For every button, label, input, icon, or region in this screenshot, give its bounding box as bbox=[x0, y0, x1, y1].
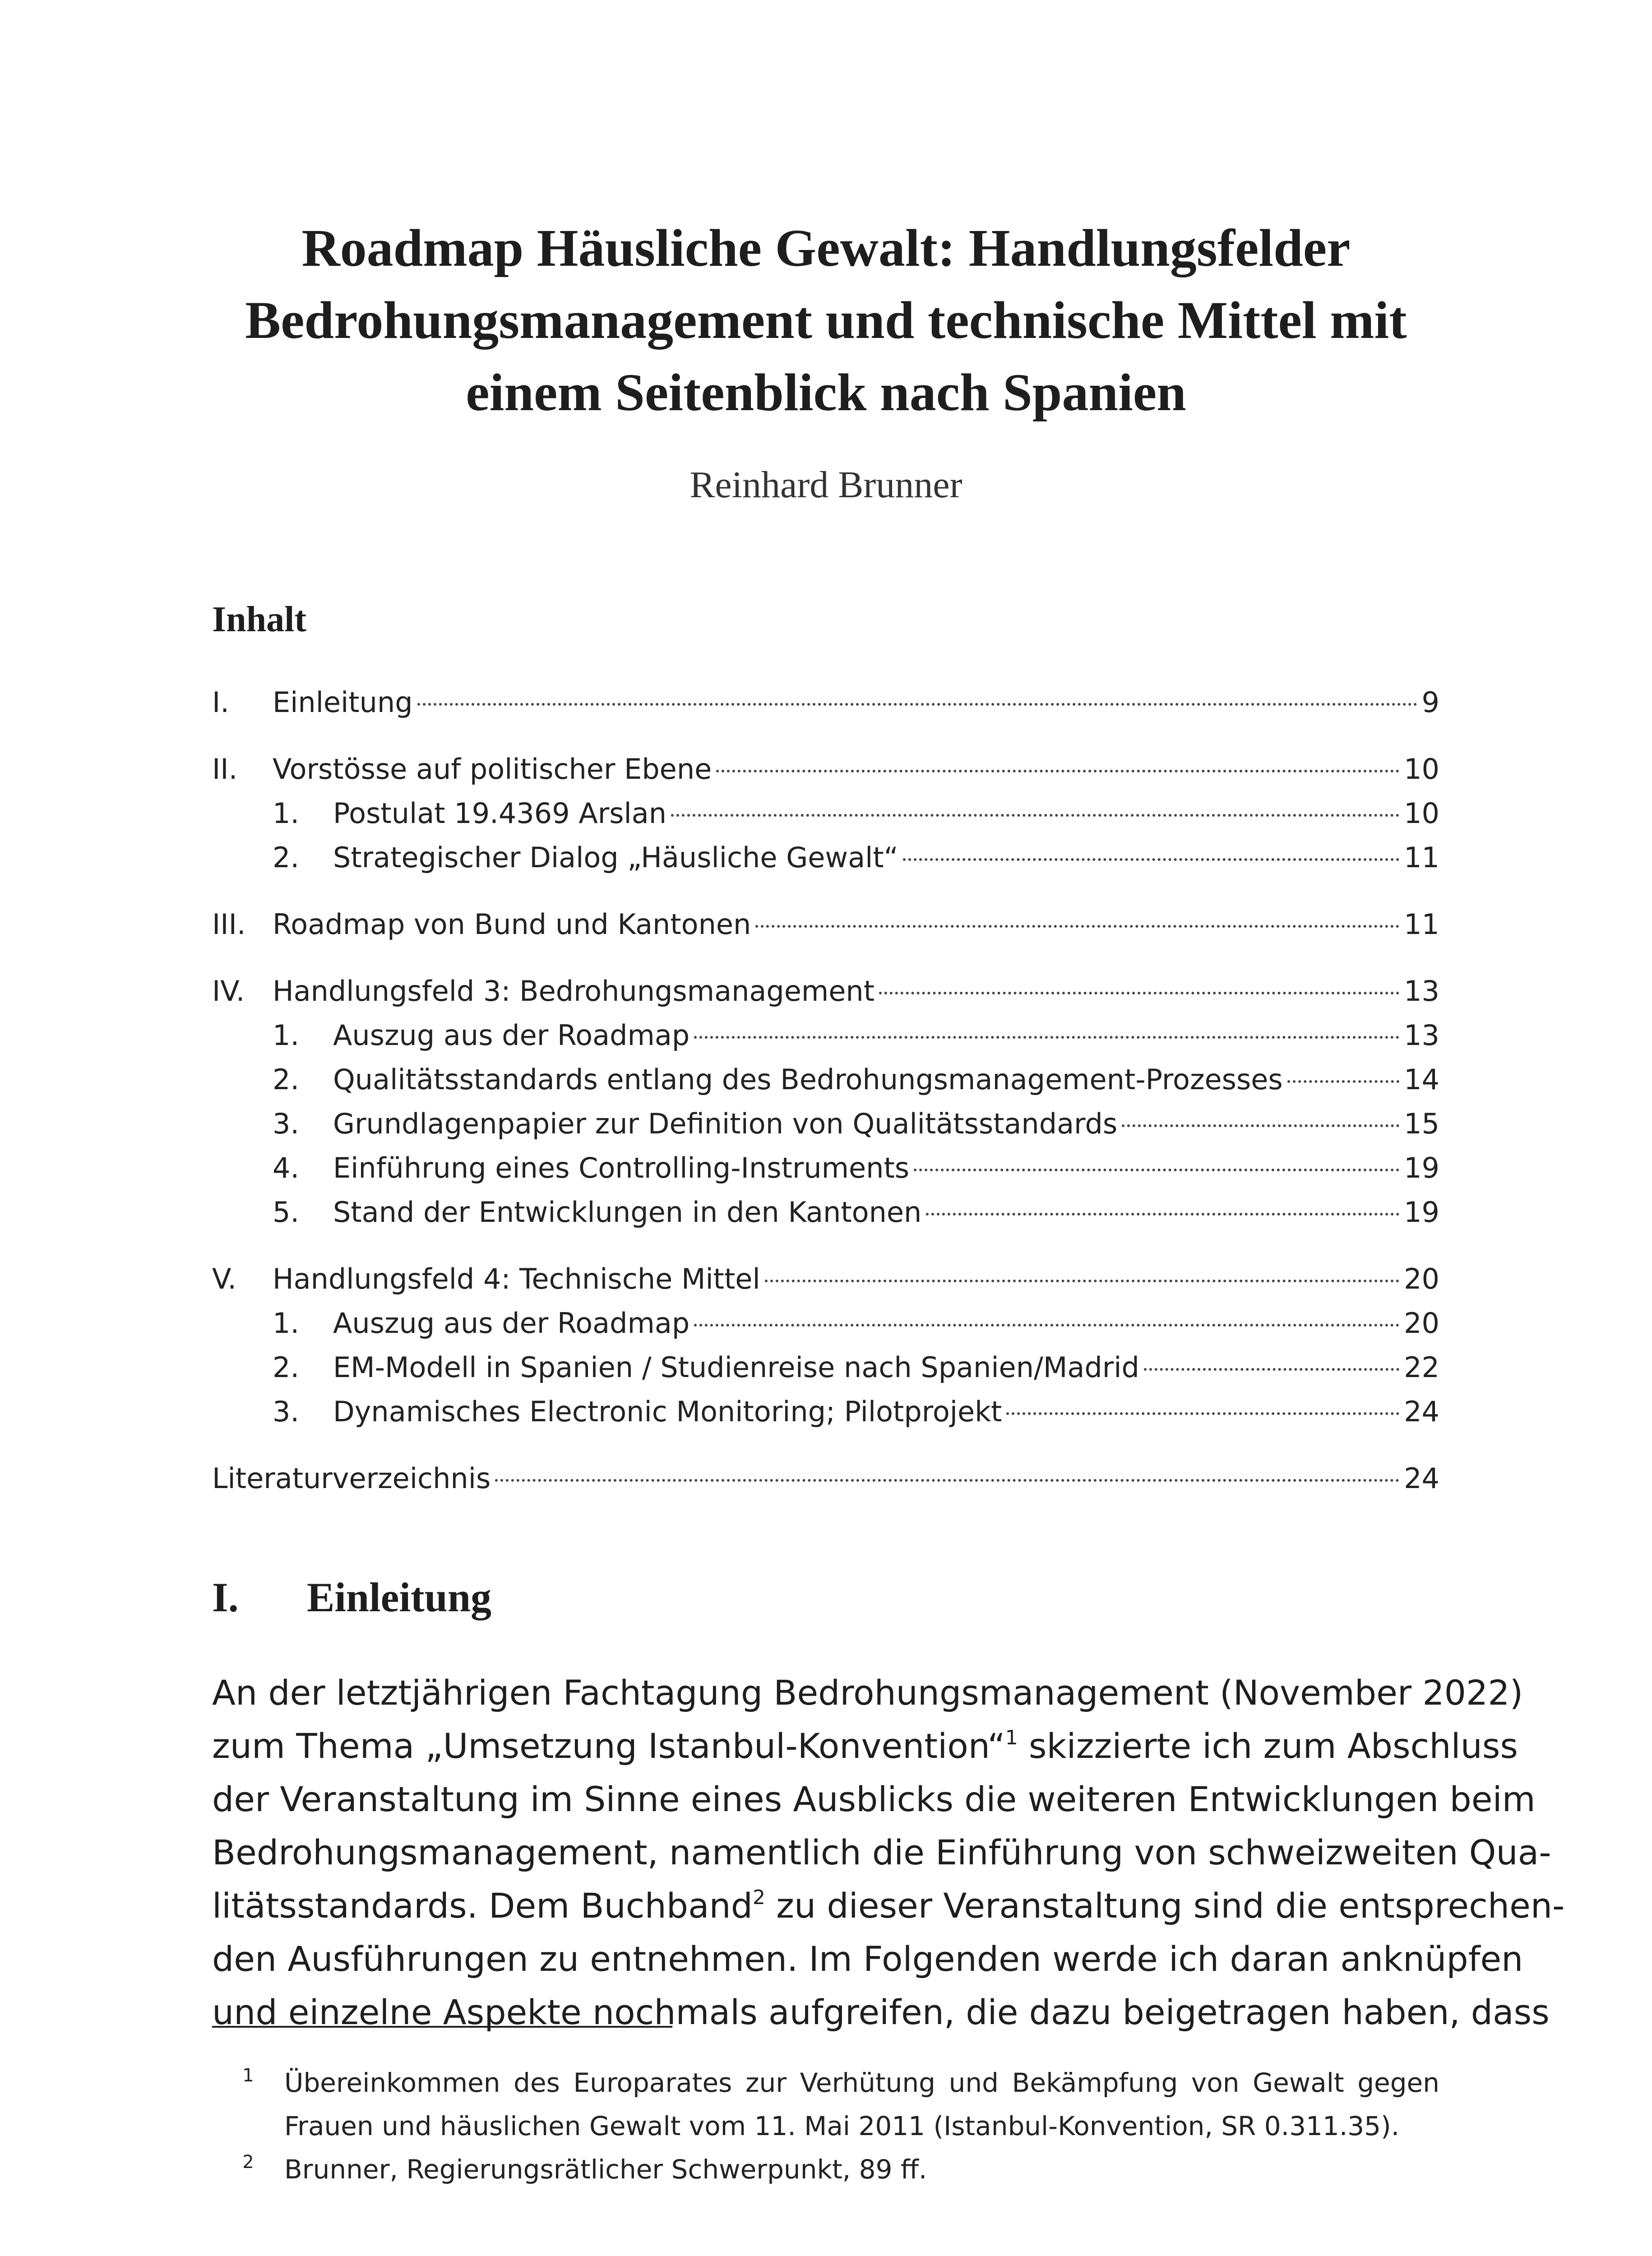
toc-entry-label: Vorstösse auf politischer Ebene bbox=[273, 753, 712, 786]
toc-entry-page: 22 bbox=[1404, 1351, 1439, 1384]
body-text-segment: litätsstandards. Dem Buchband bbox=[212, 1886, 753, 1926]
toc-entry[interactable] bbox=[212, 747, 1439, 791]
toc-entry-number: III. bbox=[212, 908, 246, 941]
page-number bbox=[1408, 2251, 1439, 2256]
toc-entry-page: 14 bbox=[1404, 1063, 1439, 1096]
toc-entry-page: 13 bbox=[1404, 1019, 1439, 1052]
toc-entry-label: Grundlagenpapier zur Definition von Qualitätsstandards bbox=[333, 1107, 1118, 1140]
toc-subentry[interactable] bbox=[273, 1146, 1439, 1190]
toc-entry-number: IV. bbox=[212, 975, 245, 1008]
body-text-segment: zu dieser Veranstaltung sind die entsprechen- bbox=[765, 1886, 1565, 1926]
toc-entry-number: 1. bbox=[273, 1307, 300, 1340]
toc-entry-page: 24 bbox=[1404, 1395, 1439, 1428]
toc-dot-leader bbox=[694, 1036, 1399, 1039]
footnote-text bbox=[284, 2148, 1439, 2191]
toc-entry-label: Dynamisches Electronic Monitoring; Pilotprojekt bbox=[333, 1395, 1002, 1428]
toc-entry-label: Auszug aus der Roadmap bbox=[333, 1019, 690, 1052]
toc-subentry[interactable] bbox=[273, 1190, 1439, 1234]
body-line: und einzelne Aspekte nochmals aufgreifen, die dazu beigetragen haben, dass bbox=[212, 1992, 1550, 2032]
toc-dot-leader bbox=[1287, 1080, 1399, 1083]
toc-entry-label: EM-Modell in Spanien / Studienreise nach Spanien/Madrid bbox=[333, 1351, 1139, 1384]
toc-dot-leader bbox=[903, 858, 1399, 861]
body-line: An der letztjährigen Fachtagung Bedrohungsmanagement (November 2022) bbox=[212, 1673, 1523, 1713]
toc-entry[interactable] bbox=[212, 969, 1439, 1013]
toc-entry-number: 1. bbox=[273, 1019, 300, 1052]
toc-entry-label: Literaturverzeichnis bbox=[212, 1462, 491, 1495]
footnote-ref[interactable]: 1 bbox=[1005, 1726, 1018, 1749]
footnote-number: 2 bbox=[242, 2152, 254, 2173]
toc-entry-page: 10 bbox=[1404, 753, 1439, 786]
author-name: Reinhard Brunner bbox=[689, 464, 963, 506]
toc-dot-leader bbox=[914, 1169, 1399, 1171]
toc-dot-leader bbox=[1144, 1368, 1399, 1371]
toc-entry-page: 13 bbox=[1404, 975, 1439, 1008]
toc-entry-number: V. bbox=[212, 1262, 237, 1295]
body-line: den Ausführungen zu entnehmen. Im Folgenden werde ich daran anknüpfen bbox=[212, 1939, 1523, 1979]
toc-dot-leader bbox=[716, 770, 1399, 772]
toc-entry-number: I. bbox=[212, 686, 229, 719]
body-text-segment: zum Thema „Umsetzung Istanbul-Konvention“ bbox=[212, 1726, 1005, 1766]
toc-dot-leader bbox=[694, 1324, 1399, 1327]
toc-dot-leader bbox=[926, 1213, 1399, 1216]
footnote-text bbox=[284, 2061, 1439, 2148]
footnote-line: Frauen und häuslichen Gewalt vom 11. Mai 2011 (Istanbul-Konvention, SR 0.311.35). bbox=[284, 2111, 1400, 2141]
section-heading bbox=[212, 1568, 491, 1627]
toc-entry-number: 3. bbox=[273, 1395, 300, 1428]
toc-entry-page: 20 bbox=[1404, 1262, 1439, 1295]
toc-entry[interactable] bbox=[212, 902, 1439, 947]
body-line bbox=[212, 1720, 1518, 1773]
toc-entry-label: Stand der Entwicklungen in den Kantonen bbox=[333, 1196, 922, 1229]
toc-entry-label: Auszug aus der Roadmap bbox=[333, 1307, 690, 1340]
footnote-line: Übereinkommen des Europarates zur Verhütung und Bekämpfung von Gewalt gegen bbox=[284, 2067, 1439, 2098]
section-title: Einleitung bbox=[307, 1574, 492, 1620]
footnote-number: 1 bbox=[242, 2065, 254, 2086]
toc-entry-number: 1. bbox=[273, 797, 300, 830]
toc-entry-page: 10 bbox=[1404, 797, 1439, 830]
paper-title bbox=[0, 212, 1652, 429]
title-line: einem Seitenblick nach Spanien bbox=[466, 363, 1186, 422]
toc-entry-page: 19 bbox=[1404, 1196, 1439, 1229]
section-number: I. bbox=[212, 1574, 239, 1620]
toc-entry-number: 5. bbox=[273, 1196, 300, 1229]
toc-entry[interactable] bbox=[212, 1456, 1439, 1501]
toc-dot-leader bbox=[417, 703, 1417, 706]
toc-entry-number: 4. bbox=[273, 1151, 300, 1184]
toc-entry-label: Handlungsfeld 4: Technische Mittel bbox=[273, 1262, 760, 1295]
toc-entry-number: 2. bbox=[273, 841, 300, 874]
toc-entry-number: II. bbox=[212, 753, 238, 786]
toc-entry-page: 11 bbox=[1404, 841, 1439, 874]
toc-dot-leader bbox=[755, 925, 1399, 928]
toc-entry-page: 20 bbox=[1404, 1307, 1439, 1340]
toc-subentry[interactable] bbox=[273, 791, 1439, 836]
title-line: Roadmap Häusliche Gewalt: Handlungsfelder bbox=[301, 218, 1351, 277]
toc-entry-page: 11 bbox=[1404, 908, 1439, 941]
toc-subentry[interactable] bbox=[273, 836, 1439, 880]
footnote bbox=[212, 2061, 1439, 2148]
body-line: der Veranstaltung im Sinne eines Ausblicks die weiteren Entwicklungen beim bbox=[212, 1779, 1536, 1819]
toc-dot-leader bbox=[879, 992, 1399, 994]
toc-dot-leader bbox=[1006, 1412, 1399, 1415]
footnotes bbox=[212, 2061, 1439, 2191]
toc-subentry[interactable] bbox=[273, 1345, 1439, 1390]
footnote bbox=[212, 2148, 1439, 2191]
title-line: Bedrohungsmanagement und technische Mittel mit bbox=[245, 291, 1407, 350]
footnote-divider bbox=[212, 2026, 672, 2028]
toc-entry-label: Einführung eines Controlling-Instruments bbox=[333, 1151, 910, 1184]
toc-subentry[interactable] bbox=[273, 1058, 1439, 1102]
toc-dot-leader bbox=[765, 1280, 1399, 1282]
body-paragraph bbox=[212, 1666, 1565, 2039]
toc-dot-leader bbox=[495, 1479, 1399, 1482]
footnote-ref[interactable]: 2 bbox=[752, 1886, 765, 1909]
toc-entry-number: 2. bbox=[273, 1063, 300, 1096]
footnote-line: Brunner, Regierungsrätlicher Schwerpunkt, 89 ff. bbox=[284, 2154, 927, 2185]
toc-entry-page: 19 bbox=[1404, 1151, 1439, 1184]
toc-subentry[interactable] bbox=[273, 1102, 1439, 1146]
toc-entry-page: 9 bbox=[1421, 686, 1439, 719]
toc-entry[interactable] bbox=[212, 1257, 1439, 1301]
toc-entry-number: 2. bbox=[273, 1351, 300, 1384]
body-text-segment: skizzierte ich zum Abschluss bbox=[1018, 1726, 1518, 1766]
toc-subentry[interactable] bbox=[273, 1301, 1439, 1345]
toc-entry-label: Qualitätsstandards entlang des Bedrohungsmanagement-Prozesses bbox=[333, 1063, 1283, 1096]
toc-entry-label: Postulat 19.4369 Arslan bbox=[333, 797, 667, 830]
toc-dot-leader bbox=[671, 814, 1399, 817]
toc-entry-page: 15 bbox=[1404, 1107, 1439, 1140]
table-of-contents bbox=[212, 680, 1439, 1501]
body-line: Bedrohungsmanagement, namentlich die Einführung von schweizweiten Qua- bbox=[212, 1832, 1551, 1872]
toc-entry-label: Handlungsfeld 3: Bedrohungsmanagement bbox=[273, 975, 875, 1008]
toc-entry-label: Roadmap von Bund und Kantonen bbox=[273, 908, 751, 941]
toc-entry-page: 24 bbox=[1404, 1462, 1439, 1495]
toc-entry-number: 3. bbox=[273, 1107, 300, 1140]
toc-heading: Inhalt bbox=[212, 600, 306, 639]
toc-entry-label: Strategischer Dialog „Häusliche Gewalt“ bbox=[333, 841, 898, 874]
toc-entry-label: Einleitung bbox=[273, 686, 413, 719]
toc-subentry[interactable] bbox=[273, 1013, 1439, 1058]
toc-entry[interactable] bbox=[212, 680, 1439, 725]
body-line bbox=[212, 1879, 1565, 1932]
toc-subentry[interactable] bbox=[273, 1390, 1439, 1434]
toc-dot-leader bbox=[1122, 1124, 1399, 1127]
